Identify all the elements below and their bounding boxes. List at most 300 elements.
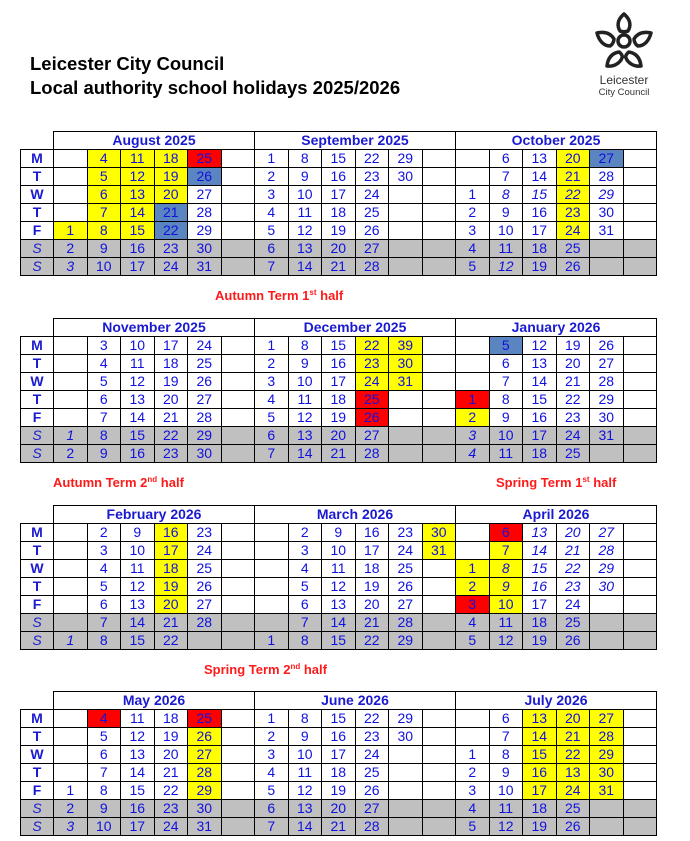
date-cell: 4 [255,764,289,782]
weekend-row [21,240,657,258]
date-cell: 2 [54,240,88,258]
date-cell: 8 [288,150,322,168]
empty-cell [54,391,88,409]
date-cell: 22 [355,710,389,728]
empty-cell [456,728,490,746]
date-cell: 19 [154,728,188,746]
day-label: S [21,258,54,276]
date-cell: 12 [489,258,523,276]
date-cell: 16 [121,240,155,258]
date-cell: 22 [556,560,590,578]
empty-cell [221,409,255,427]
empty-cell [221,240,255,258]
holiday-date-cell: 24 [556,222,590,240]
holiday-date-cell: 20 [556,150,590,168]
date-cell: 15 [322,150,356,168]
month-header: April 2026 [456,506,657,524]
date-cell: 26 [188,578,222,596]
date-cell: 7 [489,373,523,391]
date-cell: 10 [87,258,121,276]
holiday-date-cell: 5 [87,168,121,186]
date-cell: 12 [322,578,356,596]
day-label: S [21,800,54,818]
date-cell: 13 [322,596,356,614]
date-cell: 26 [556,258,590,276]
day-label: W [21,746,54,764]
empty-cell [221,710,255,728]
date-cell: 23 [188,524,222,542]
date-cell: 13 [523,150,557,168]
date-cell: 13 [121,746,155,764]
date-cell: 21 [355,614,389,632]
empty-cell [590,800,624,818]
date-cell: 15 [121,427,155,445]
date-cell: 12 [121,578,155,596]
day-label: S [21,632,54,650]
month-header: May 2026 [54,692,255,710]
month-header: July 2026 [456,692,657,710]
date-cell: 14 [523,168,557,186]
legend-spring-term-1 [496,475,616,491]
holiday-date-cell: 1 [456,560,490,578]
date-cell: 2 [456,204,490,222]
date-cell: 23 [154,240,188,258]
date-cell: 20 [322,800,356,818]
date-cell: 28 [355,818,389,836]
date-cell: 11 [121,560,155,578]
date-cell: 4 [288,560,322,578]
empty-cell [422,445,456,463]
empty-cell [422,578,456,596]
day-label: T [21,542,54,560]
date-cell: 29 [590,560,624,578]
date-cell: 14 [288,818,322,836]
date-cell: 27 [188,186,222,204]
empty-cell [389,818,423,836]
holiday-date-cell: 13 [556,764,590,782]
empty-cell [389,764,423,782]
empty-cell [389,409,423,427]
date-cell: 3 [456,222,490,240]
holiday-date-cell: 15 [121,222,155,240]
date-cell: 26 [188,373,222,391]
empty-cell [456,150,490,168]
empty-cell [623,186,657,204]
empty-cell [422,710,456,728]
empty-cell [422,409,456,427]
empty-cell [389,240,423,258]
legend-spring-term-2 [204,662,327,678]
weekend-row [21,800,657,818]
bank-holiday-date-cell: 1 [456,391,490,409]
empty-cell [422,337,456,355]
month-header: February 2026 [54,506,255,524]
legend-text: Spring Term 2 [204,662,291,677]
empty-cell [422,764,456,782]
date-cell: 19 [322,409,356,427]
empty-cell [456,373,490,391]
date-cell: 11 [322,560,356,578]
empty-cell [623,614,657,632]
weekday-row [21,168,657,186]
date-cell: 5 [456,632,490,650]
date-cell: 2 [456,764,490,782]
date-cell: 1 [54,782,88,800]
bank-holiday-date-cell: 25 [355,391,389,409]
holiday-date-cell: 8 [87,222,121,240]
date-cell: 7 [288,614,322,632]
date-cell: 17 [121,258,155,276]
date-cell: 14 [523,542,557,560]
holiday-date-cell: 11 [121,150,155,168]
day-label: F [21,596,54,614]
date-cell: 6 [87,596,121,614]
holiday-date-cell: 30 [422,524,456,542]
date-cell: 16 [121,800,155,818]
date-cell: 11 [121,710,155,728]
holiday-date-cell: 30 [590,764,624,782]
date-cell: 17 [355,542,389,560]
weekend-row [21,818,657,836]
date-cell: 20 [355,596,389,614]
holiday-date-cell: 27 [590,710,624,728]
date-cell: 2 [54,445,88,463]
empty-cell [221,524,255,542]
date-cell: 24 [188,542,222,560]
date-cell: 14 [288,445,322,463]
empty-cell [623,337,657,355]
day-label: T [21,355,54,373]
date-cell: 23 [154,445,188,463]
date-cell: 10 [121,542,155,560]
date-cell: 8 [288,337,322,355]
date-cell: 14 [121,409,155,427]
date-cell: 16 [322,728,356,746]
date-cell: 4 [255,204,289,222]
date-cell: 6 [288,596,322,614]
date-cell: 12 [121,373,155,391]
date-cell: 10 [489,782,523,800]
legend-sup: st [309,288,317,297]
weekday-row [21,542,657,560]
date-cell: 31 [590,427,624,445]
date-cell: 19 [556,337,590,355]
empty-cell [221,782,255,800]
holiday-date-cell: 22 [355,337,389,355]
date-cell: 6 [255,427,289,445]
date-cell: 5 [255,409,289,427]
month-header: August 2025 [54,132,255,150]
date-cell: 8 [288,710,322,728]
document-subtitle: Local authority school holidays 2025/2026 [30,77,401,98]
date-cell: 8 [489,391,523,409]
empty-cell [623,204,657,222]
date-cell: 3 [288,542,322,560]
date-cell: 15 [322,632,356,650]
empty-cell [255,542,289,560]
date-cell: 4 [87,355,121,373]
weekday-row [21,186,657,204]
empty-cell [422,222,456,240]
calendar-block [20,691,657,836]
date-cell: 13 [523,524,557,542]
holiday-date-cell: 10 [489,596,523,614]
empty-cell [623,355,657,373]
date-cell: 29 [389,710,423,728]
empty-cell [422,258,456,276]
date-cell: 24 [556,427,590,445]
legend-tail: half [157,475,184,490]
month-header: November 2025 [54,319,255,337]
date-cell: 11 [288,391,322,409]
empty-cell [221,746,255,764]
date-cell: 16 [523,204,557,222]
date-cell: 3 [255,746,289,764]
holiday-date-cell: 23 [556,204,590,222]
bank-holiday-date-cell: 25 [188,150,222,168]
empty-cell [54,596,88,614]
weekday-row [21,355,657,373]
date-cell: 26 [355,782,389,800]
bank-holiday-date-cell: 25 [188,710,222,728]
date-cell: 10 [489,427,523,445]
inset-day-date-cell: 22 [154,222,188,240]
date-cell: 12 [288,409,322,427]
empty-cell [590,818,624,836]
date-cell: 24 [154,818,188,836]
date-cell: 3 [456,782,490,800]
day-label: M [21,710,54,728]
empty-cell [221,445,255,463]
date-cell: 18 [322,204,356,222]
holiday-date-cell: 13 [523,710,557,728]
day-label: F [21,222,54,240]
date-cell: 27 [389,596,423,614]
holiday-date-cell: 2 [456,578,490,596]
holiday-date-cell: 31 [389,373,423,391]
date-cell: 6 [489,710,523,728]
empty-cell [54,150,88,168]
empty-cell [221,168,255,186]
holiday-date-cell: 21 [556,168,590,186]
date-cell: 4 [255,391,289,409]
date-cell: 24 [355,186,389,204]
date-cell: 19 [322,222,356,240]
council-logo [588,10,660,98]
empty-cell [422,746,456,764]
date-cell: 21 [154,614,188,632]
date-cell: 1 [255,710,289,728]
holiday-date-cell: 31 [422,542,456,560]
legend-sup: nd [290,662,301,671]
holiday-date-cell: 28 [188,764,222,782]
holiday-date-cell: 22 [556,746,590,764]
weekday-row [21,560,657,578]
date-cell: 14 [322,614,356,632]
empty-cell [221,542,255,560]
weekday-row [21,391,657,409]
weekday-row [21,746,657,764]
date-cell: 27 [355,427,389,445]
empty-cell [54,168,88,186]
date-cell: 7 [255,818,289,836]
empty-cell [221,204,255,222]
holiday-date-cell: 13 [121,186,155,204]
date-cell: 11 [121,355,155,373]
date-cell: 26 [389,578,423,596]
date-cell: 9 [121,524,155,542]
date-cell: 17 [322,373,356,391]
date-cell: 10 [288,373,322,391]
date-cell: 19 [523,258,557,276]
empty-cell [221,632,255,650]
bank-holiday-date-cell: 4 [87,710,121,728]
date-cell: 2 [255,728,289,746]
date-cell: 21 [154,764,188,782]
date-cell: 28 [188,409,222,427]
day-label: M [21,150,54,168]
empty-cell [623,373,657,391]
date-cell: 30 [590,578,624,596]
empty-cell [422,240,456,258]
empty-cell [623,427,657,445]
date-cell: 4 [87,560,121,578]
empty-cell [54,614,88,632]
empty-cell [623,222,657,240]
date-cell: 5 [288,578,322,596]
weekday-row [21,596,657,614]
date-cell: 10 [322,542,356,560]
holiday-date-cell: 4 [87,150,121,168]
day-label: W [21,373,54,391]
holiday-date-cell: 9 [489,578,523,596]
date-cell: 6 [255,800,289,818]
weekday-row [21,150,657,168]
date-cell: 4 [456,445,490,463]
empty-cell [590,240,624,258]
day-label: M [21,524,54,542]
empty-cell [389,800,423,818]
bank-holiday-date-cell: 6 [489,524,523,542]
date-cell: 20 [556,355,590,373]
date-cell: 3 [87,542,121,560]
date-cell: 8 [489,186,523,204]
empty-cell [623,150,657,168]
weekday-row [21,222,657,240]
date-cell: 21 [322,818,356,836]
date-cell: 11 [288,204,322,222]
date-cell: 7 [87,614,121,632]
holiday-date-cell: 16 [154,524,188,542]
empty-cell [422,427,456,445]
date-cell: 19 [523,818,557,836]
date-cell: 1 [456,746,490,764]
empty-cell [188,632,222,650]
holiday-date-cell: 16 [523,764,557,782]
empty-cell [623,632,657,650]
empty-cell [54,409,88,427]
date-cell: 5 [87,578,121,596]
date-cell: 7 [489,168,523,186]
date-cell: 5 [456,818,490,836]
date-cell: 28 [590,168,624,186]
empty-cell [389,391,423,409]
empty-cell [623,240,657,258]
date-cell: 18 [154,355,188,373]
day-label: T [21,728,54,746]
empty-cell [221,614,255,632]
inset-day-date-cell: 26 [188,168,222,186]
weekday-row [21,764,657,782]
date-cell: 18 [355,560,389,578]
date-cell: 8 [87,632,121,650]
empty-cell [590,614,624,632]
empty-cell [221,391,255,409]
date-cell: 13 [523,355,557,373]
empty-cell [54,542,88,560]
date-cell: 14 [523,373,557,391]
date-cell: 23 [556,578,590,596]
empty-cell [456,542,490,560]
empty-cell [54,728,88,746]
weekday-row [21,728,657,746]
date-cell: 14 [121,764,155,782]
empty-cell [422,391,456,409]
day-label: T [21,168,54,186]
date-cell: 24 [389,542,423,560]
holiday-date-cell: 29 [188,782,222,800]
date-cell: 7 [255,258,289,276]
date-cell: 7 [87,409,121,427]
date-cell: 22 [154,782,188,800]
legend-tail: half [589,475,617,490]
empty-cell [623,818,657,836]
empty-cell [623,710,657,728]
corner-cell [21,319,54,337]
weekday-row [21,524,657,542]
empty-cell [422,800,456,818]
empty-cell [422,150,456,168]
month-header: March 2026 [255,506,456,524]
weekday-row [21,578,657,596]
empty-cell [221,258,255,276]
date-cell: 21 [322,258,356,276]
date-cell: 26 [355,222,389,240]
empty-cell [221,186,255,204]
date-cell: 5 [456,258,490,276]
empty-cell [623,746,657,764]
date-cell: 27 [188,596,222,614]
date-cell: 11 [489,614,523,632]
corner-cell [21,132,54,150]
holiday-date-cell: 18 [154,150,188,168]
date-cell: 3 [54,258,88,276]
empty-cell [221,222,255,240]
holiday-date-cell: 31 [590,782,624,800]
inset-day-date-cell: 5 [489,337,523,355]
date-cell: 27 [188,391,222,409]
empty-cell [221,337,255,355]
empty-cell [54,746,88,764]
date-cell: 13 [121,596,155,614]
date-cell: 17 [154,337,188,355]
holiday-date-cell: 20 [154,186,188,204]
date-cell: 22 [355,632,389,650]
day-label: W [21,186,54,204]
date-cell: 9 [288,168,322,186]
date-cell: 28 [590,542,624,560]
day-label: F [21,782,54,800]
